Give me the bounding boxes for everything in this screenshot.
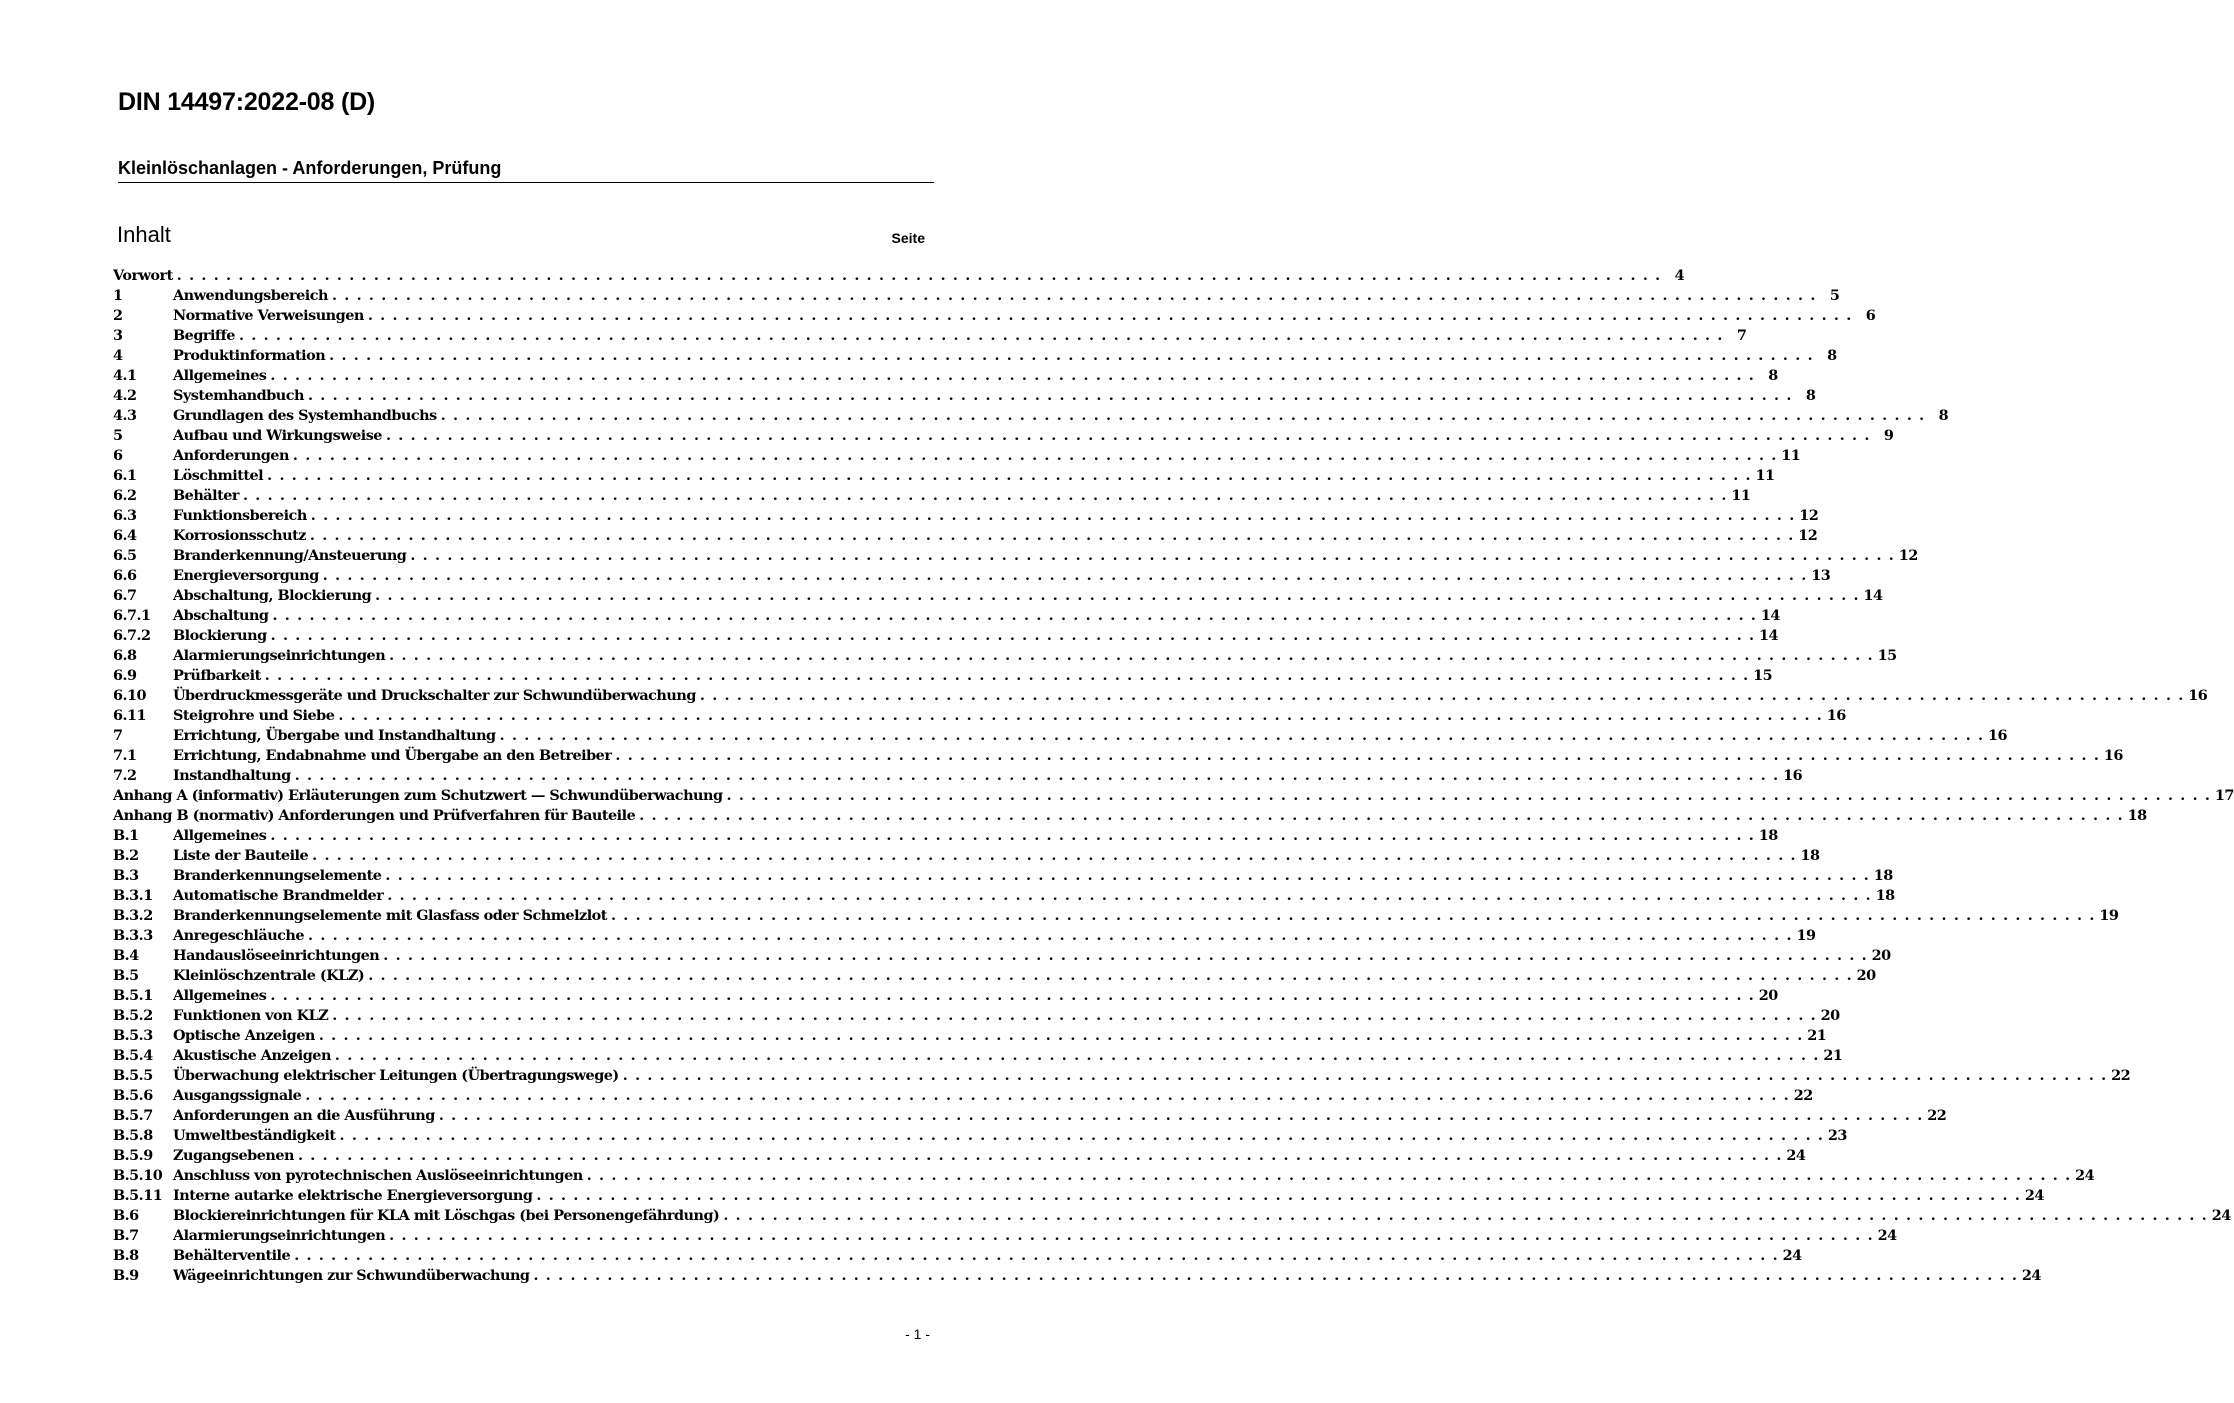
- toc-entry[interactable]: [113, 1246, 1802, 1266]
- toc-entry-page: 18: [1873, 867, 1893, 884]
- toc-dot-leader: [265, 666, 1748, 686]
- toc-entry-title: Abschaltung, Blockierung: [173, 587, 372, 604]
- toc-entry-number: B.3.1: [113, 887, 153, 904]
- toc-entry[interactable]: [113, 1146, 1806, 1166]
- toc-entry[interactable]: [113, 966, 1876, 986]
- toc-entry[interactable]: [113, 566, 1831, 586]
- toc-entry[interactable]: [113, 1206, 2231, 1226]
- toc-entry-number: 2: [113, 307, 123, 324]
- toc-entry[interactable]: [113, 606, 1780, 626]
- toc-dot-leader: [727, 786, 2210, 806]
- toc-entry-title: Prüfbarkeit: [173, 667, 261, 684]
- toc-entry-title: Zugangsebenen: [173, 1147, 294, 1164]
- toc-entry-title: Anregeschläuche: [173, 927, 305, 944]
- toc-dot-leader: [441, 406, 1924, 426]
- toc-dot-leader: [177, 266, 1660, 286]
- toc-entry-number: 6: [113, 447, 123, 464]
- toc-entry-title: Ausgangssignale: [173, 1087, 302, 1104]
- toc-entry-title: Interne autarke elektrische Energieversorgung: [173, 1187, 533, 1204]
- toc-entry[interactable]: [113, 986, 1778, 1006]
- toc-dot-leader: [272, 606, 1755, 626]
- toc-entry-page: 16: [1783, 767, 1803, 784]
- toc-entry[interactable]: [113, 926, 1816, 946]
- toc-dot-leader: [368, 306, 1851, 326]
- toc-entry-title: Branderkennungselemente: [173, 867, 382, 884]
- toc-entry[interactable]: [113, 666, 1773, 686]
- toc-entry-number: 6.1: [113, 467, 137, 484]
- toc-entry[interactable]: [113, 1126, 1847, 1146]
- toc-dot-leader: [723, 1206, 2206, 1226]
- toc-dot-leader: [308, 926, 1791, 946]
- toc-entry[interactable]: [113, 406, 1949, 426]
- toc-dot-leader: [500, 726, 1983, 746]
- toc-entry-title: Errichtung, Endabnahme und Übergabe an den Betreiber: [173, 747, 612, 764]
- toc-dot-leader: [271, 626, 1754, 646]
- toc-entry[interactable]: [113, 1226, 1897, 1246]
- toc-entry[interactable]: [113, 626, 1779, 646]
- toc-entry-title: Vorwort: [113, 267, 173, 284]
- toc-entry-page: 19: [1796, 927, 1816, 944]
- toc-entry-number: B.9: [113, 1267, 139, 1284]
- toc-entry[interactable]: [113, 386, 1816, 406]
- toc-dot-leader: [332, 1006, 1815, 1026]
- toc-entry-title: Umweltbeständigkeit: [173, 1127, 336, 1144]
- toc-entry-page: 12: [1799, 507, 1819, 524]
- toc-dot-leader: [332, 286, 1815, 306]
- toc-entry-title: Anforderungen: [173, 447, 289, 464]
- toc-dot-leader: [311, 506, 1794, 526]
- toc-entry[interactable]: [113, 1046, 1843, 1066]
- toc-entry-number: B.4: [113, 947, 139, 964]
- toc-entry-title: Steigrohre und Siebe: [173, 707, 335, 724]
- toc-dot-leader: [267, 466, 1750, 486]
- toc-entry-page: 16: [2103, 747, 2123, 764]
- toc-entry-page: 14: [1759, 627, 1779, 644]
- toc-entry-page: 19: [2099, 907, 2119, 924]
- toc-entry-title: Behälterventile: [173, 1247, 291, 1264]
- toc-entry[interactable]: [113, 746, 2123, 766]
- toc-entry-page: 20: [1856, 967, 1876, 984]
- toc-entry-page: 20: [1871, 947, 1891, 964]
- toc-entry-title: Akustische Anzeigen: [173, 1047, 331, 1064]
- toc-entry[interactable]: [113, 1066, 2131, 1086]
- toc-entry-title: Allgemeines: [173, 827, 267, 844]
- toc-entry[interactable]: [113, 426, 1894, 446]
- toc-heading: Inhalt: [117, 222, 171, 247]
- toc-dot-leader: [536, 1186, 2019, 1206]
- toc-dot-leader: [623, 1066, 2106, 1086]
- toc-entry-number: B.8: [113, 1247, 139, 1264]
- toc-entry[interactable]: [113, 686, 2208, 706]
- toc-entry-number: B.5.11: [113, 1187, 163, 1204]
- toc-entry-number: 5: [113, 427, 123, 444]
- document-id: DIN 14497:2022-08 (D): [118, 88, 376, 116]
- toc-entry[interactable]: [113, 466, 1775, 486]
- toc-entry-page: 21: [1823, 1047, 1843, 1064]
- toc-dot-leader: [308, 386, 1791, 406]
- toc-entry-number: 6.6: [113, 567, 137, 584]
- toc-dot-leader: [387, 886, 1870, 906]
- toc-entry-number: 6.7: [113, 587, 137, 604]
- toc-entry-page: 16: [2188, 687, 2208, 704]
- toc-entry-title: Grundlagen des Systemhandbuchs: [173, 407, 437, 424]
- toc-entry-number: 6.2: [113, 487, 137, 504]
- toc-entry[interactable]: [113, 1106, 1947, 1126]
- toc-entry-number: B.2: [113, 847, 139, 864]
- toc-entry-page: 16: [1988, 727, 2008, 744]
- toc-entry-page: 6: [1865, 307, 1876, 324]
- toc-entry-number: B.3: [113, 867, 139, 884]
- toc-entry[interactable]: [113, 1266, 2041, 1286]
- toc-entry-title: Löschmittel: [173, 467, 264, 484]
- toc-entry-title: Alarmierungseinrichtungen: [173, 647, 386, 664]
- toc-entry-page: 22: [1927, 1107, 1947, 1124]
- toc-entry-title: Errichtung, Übergabe und Instandhaltung: [173, 727, 496, 744]
- toc-entry-number: 4: [113, 347, 123, 364]
- toc-dot-leader: [700, 686, 2183, 706]
- toc-entry-title: Energieversorgung: [173, 567, 319, 584]
- toc-entry[interactable]: [113, 826, 1778, 846]
- toc-entry-page: 16: [1826, 707, 1846, 724]
- toc-entry-title: Liste der Bauteile: [173, 847, 309, 864]
- toc-entry[interactable]: [113, 706, 1846, 726]
- toc-entry-page: 12: [1798, 527, 1818, 544]
- toc-entry[interactable]: [113, 786, 2234, 806]
- toc-entry-number: B.5.1: [113, 987, 153, 1004]
- toc-entry-page: 20: [1820, 1007, 1840, 1024]
- toc-dot-leader: [270, 366, 1753, 386]
- toc-entry-page: 24: [1877, 1227, 1897, 1244]
- toc-entry-title: Anschluss von pyrotechnischen Auslöseeinrichtungen: [173, 1167, 583, 1184]
- toc-entry-title: Blockiereinrichtungen für KLA mit Löschgas (bei Personengefährdung): [173, 1207, 720, 1224]
- toc-dot-leader: [298, 1146, 1781, 1166]
- toc-dot-leader: [368, 966, 1851, 986]
- toc-entry-title: Behälter: [173, 487, 239, 504]
- toc-entry[interactable]: [113, 366, 1778, 386]
- toc-entry-title: Blockierung: [173, 627, 267, 644]
- toc-entry-page: 15: [1877, 647, 1897, 664]
- toc-entry-number: 7.2: [113, 767, 137, 784]
- toc-dot-leader: [386, 426, 1869, 446]
- toc-entry-number: 6.8: [113, 647, 137, 664]
- toc-dot-leader: [533, 1266, 2016, 1286]
- toc-entry[interactable]: [113, 286, 1840, 306]
- toc-entry[interactable]: [113, 806, 2147, 826]
- toc-entry-number: B.5.7: [113, 1107, 153, 1124]
- toc-entry[interactable]: [113, 1166, 2095, 1186]
- toc-entry-page: 21: [1807, 1027, 1827, 1044]
- toc-dot-leader: [389, 646, 1872, 666]
- toc-entry-number: 6.5: [113, 547, 137, 564]
- toc-entry-page: 8: [1768, 367, 1778, 384]
- toc-entry-number: B.6: [113, 1207, 139, 1224]
- toc-entry[interactable]: [113, 526, 1818, 546]
- toc-entry-number: B.5.9: [113, 1147, 153, 1164]
- toc-entry-page: 4: [1674, 267, 1685, 284]
- toc-entry-page: 11: [1781, 447, 1801, 464]
- toc-entry-number: 4.1: [113, 367, 137, 384]
- toc-entry-number: 6.7.1: [113, 607, 151, 624]
- toc-dot-leader: [319, 1026, 1802, 1046]
- toc-entry-title: Optische Anzeigen: [173, 1027, 315, 1044]
- toc-entry-title: Normative Verweisungen: [173, 307, 364, 324]
- toc-dot-leader: [611, 906, 2094, 926]
- toc-entry-page: 23: [1827, 1127, 1847, 1144]
- toc-entry-page: 18: [2127, 807, 2147, 824]
- toc-entry[interactable]: [113, 486, 1751, 506]
- toc-entry-page: 8: [1827, 347, 1837, 364]
- toc-entry-number: 7: [113, 727, 123, 744]
- toc-dot-leader: [338, 706, 1821, 726]
- toc-entry-title: Handauslöseeinrichtungen: [173, 947, 380, 964]
- toc-dot-leader: [323, 566, 1806, 586]
- toc-entry[interactable]: [113, 866, 1893, 886]
- toc-entry[interactable]: [113, 906, 2119, 926]
- toc-entry-number: 7.1: [113, 747, 137, 764]
- toc-entry-page: 24: [1782, 1247, 1802, 1264]
- toc-entry[interactable]: [113, 886, 1895, 906]
- toc-entry-title: Aufbau und Wirkungsweise: [173, 427, 382, 444]
- toc-entry[interactable]: [113, 586, 1883, 606]
- toc-entry-page: 5: [1829, 287, 1840, 304]
- toc-entry[interactable]: [113, 1186, 2044, 1206]
- toc-dot-leader: [243, 486, 1726, 506]
- toc-entry-number: B.5.8: [113, 1127, 153, 1144]
- toc-entry[interactable]: [113, 726, 2008, 746]
- toc-entry[interactable]: [113, 946, 1891, 966]
- toc-dot-leader: [410, 546, 1893, 566]
- toc-dot-leader: [340, 1126, 1823, 1146]
- toc-entry-title: Korrosionsschutz: [173, 527, 306, 544]
- toc-entry-title: Anhang B (normativ) Anforderungen und Prüfverfahren für Bauteile: [113, 807, 636, 824]
- toc-dot-leader: [270, 826, 1753, 846]
- toc-entry-number: 6.3: [113, 507, 137, 524]
- toc-dot-leader: [375, 586, 1858, 606]
- toc-entry-title: Anwendungsbereich: [173, 287, 328, 304]
- toc-dot-leader: [293, 446, 1776, 466]
- toc-entry-number: B.5.4: [113, 1047, 153, 1064]
- toc-entry-number: 6.7.2: [113, 627, 151, 644]
- toc-entry-page: 24: [2024, 1187, 2044, 1204]
- toc-entry-page: 15: [1753, 667, 1773, 684]
- toc-entry-page: 24: [1786, 1147, 1806, 1164]
- toc-entry-title: Überdruckmessgeräte und Druckschalter zur Schwundüberwachung: [173, 687, 696, 704]
- toc-entry[interactable]: [113, 546, 1918, 566]
- toc-entry-title: Kleinlöschzentrale (KLZ): [173, 967, 365, 984]
- toc-entry-page: 11: [1731, 487, 1751, 504]
- toc-dot-leader: [305, 1086, 1788, 1106]
- toc-dot-leader: [639, 806, 2122, 826]
- toc-entry-title: Abschaltung: [173, 607, 269, 624]
- toc-dot-leader: [310, 526, 1793, 546]
- toc-entry-page: 22: [2111, 1067, 2131, 1084]
- toc-entry[interactable]: [113, 346, 1837, 366]
- toc-entry[interactable]: [113, 446, 1801, 466]
- toc-entry-page: 24: [2021, 1267, 2041, 1284]
- toc-entry-page: 8: [1805, 387, 1816, 404]
- toc-entry[interactable]: [113, 846, 1820, 866]
- toc-entry-number: B.5.5: [113, 1067, 153, 1084]
- toc-entry-number: B.5.6: [113, 1087, 153, 1104]
- toc-dot-leader: [295, 766, 1778, 786]
- toc-entry-number: 4.2: [113, 387, 137, 404]
- toc-entry-title: Branderkennungselemente mit Glasfass oder Schmelzlot: [173, 907, 607, 924]
- toc-dot-leader: [385, 866, 1868, 886]
- toc-entry-number: B.1: [113, 827, 139, 844]
- toc-entry[interactable]: [113, 1086, 1813, 1106]
- toc-entry-page: 13: [1811, 567, 1831, 584]
- toc-entry-title: Funktionen von KLZ: [173, 1007, 329, 1024]
- table-of-contents: [113, 266, 2234, 1286]
- toc-entry-page: 24: [2211, 1207, 2231, 1224]
- toc-dot-leader: [383, 946, 1866, 966]
- toc-entry-number: 6.4: [113, 527, 137, 544]
- toc-dot-leader: [239, 326, 1722, 346]
- toc-entry-page: 9: [1883, 427, 1894, 444]
- page-number: - 1 -: [905, 1326, 930, 1342]
- toc-entry-number: B.3.2: [113, 907, 153, 924]
- toc-dot-leader: [615, 746, 2098, 766]
- toc-entry-number: 6.9: [113, 667, 137, 684]
- toc-entry[interactable]: [113, 306, 1876, 326]
- toc-entry-number: 3: [113, 327, 123, 344]
- toc-entry-number: B.7: [113, 1227, 139, 1244]
- toc-entry-title: Systemhandbuch: [173, 387, 304, 404]
- toc-entry-number: 4.3: [113, 407, 137, 424]
- toc-entry-number: B.5.10: [113, 1167, 163, 1184]
- toc-entry[interactable]: [113, 266, 1685, 286]
- toc-entry[interactable]: [113, 506, 1819, 526]
- toc-entry[interactable]: [113, 1026, 1827, 1046]
- toc-entry[interactable]: [113, 1006, 1840, 1026]
- toc-entry-page: 12: [1898, 547, 1918, 564]
- toc-entry-page: 17: [2214, 787, 2234, 804]
- toc-entry-title: Produktinformation: [173, 347, 326, 364]
- toc-entry-page: 18: [1875, 887, 1895, 904]
- toc-entry-page: 22: [1793, 1087, 1813, 1104]
- toc-dot-leader: [270, 986, 1753, 1006]
- toc-entry-title: Allgemeines: [173, 367, 267, 384]
- toc-entry-number: B.5.3: [113, 1027, 153, 1044]
- document-subtitle: Kleinlöschanlagen - Anforderungen, Prüfung: [118, 158, 934, 183]
- toc-entry-title: Anhang A (informativ) Erläuterungen zum Schutzwert — Schwundüberwachung: [113, 787, 723, 804]
- toc-entry[interactable]: [113, 646, 1897, 666]
- toc-entry-page: 14: [1760, 607, 1780, 624]
- toc-entry-title: Funktionsbereich: [173, 507, 307, 524]
- toc-dot-leader: [329, 346, 1812, 366]
- toc-entry-title: Allgemeines: [173, 987, 267, 1004]
- toc-entry[interactable]: [113, 326, 1747, 346]
- toc-entry-page: 18: [1758, 827, 1778, 844]
- toc-entry-page: 20: [1758, 987, 1778, 1004]
- toc-entry-title: Alarmierungseinrichtungen: [173, 1227, 386, 1244]
- toc-entry-title: Anforderungen an die Ausführung: [173, 1107, 435, 1124]
- toc-entry-page: 7: [1736, 327, 1747, 344]
- toc-entry-title: Überwachung elektrischer Leitungen (Übertragungswege): [173, 1067, 619, 1084]
- toc-entry-page: 18: [1800, 847, 1820, 864]
- toc-dot-leader: [294, 1246, 1777, 1266]
- toc-entry-number: B.3.3: [113, 927, 153, 944]
- toc-entry-number: 6.11: [113, 707, 147, 724]
- toc-entry-title: Automatische Brandmelder: [173, 887, 384, 904]
- toc-dot-leader: [439, 1106, 1922, 1126]
- toc-entry-title: Branderkennung/Ansteuerung: [173, 547, 407, 564]
- toc-dot-leader: [335, 1046, 1818, 1066]
- toc-dot-leader: [587, 1166, 2070, 1186]
- toc-entry-title: Begriffe: [173, 327, 235, 344]
- toc-entry-title: Instandhaltung: [173, 767, 291, 784]
- toc-dot-leader: [312, 846, 1795, 866]
- toc-entry-number: B.5.2: [113, 1007, 153, 1024]
- toc-dot-leader: [389, 1226, 1872, 1246]
- toc-entry-page: 14: [1863, 587, 1883, 604]
- toc-page-label: Seite: [891, 230, 925, 246]
- toc-entry-page: 24: [2075, 1167, 2095, 1184]
- toc-entry-number: 1: [113, 287, 123, 304]
- toc-entry-number: B.5: [113, 967, 139, 984]
- toc-entry-page: 8: [1938, 407, 1949, 424]
- toc-entry-title: Wägeeinrichtungen zur Schwundüberwachung: [173, 1267, 530, 1284]
- toc-entry-number: 6.10: [113, 687, 147, 704]
- toc-entry[interactable]: [113, 766, 1803, 786]
- toc-entry-page: 11: [1755, 467, 1775, 484]
